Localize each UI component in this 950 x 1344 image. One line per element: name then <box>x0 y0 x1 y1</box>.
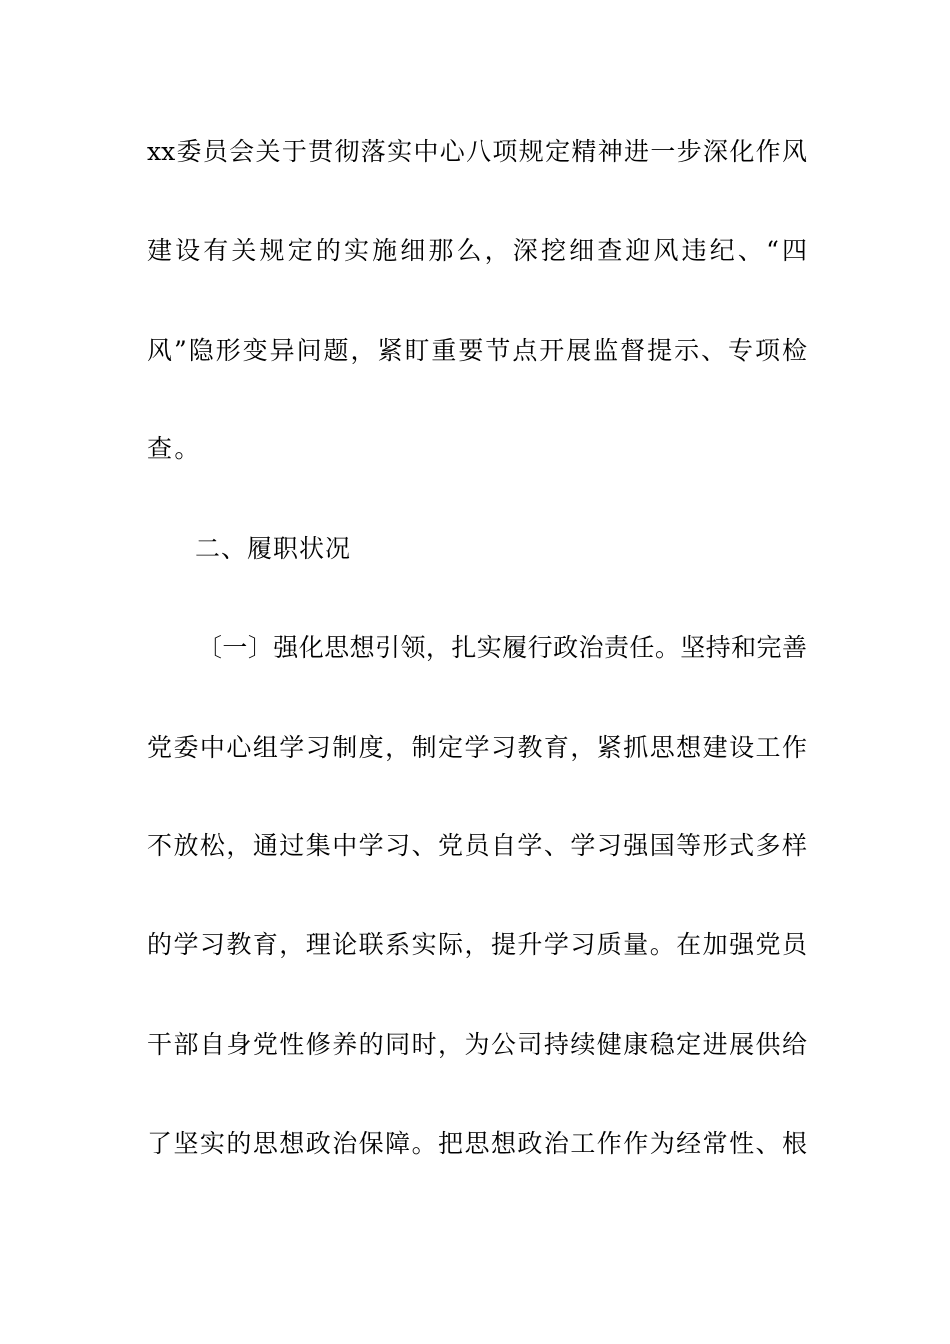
paragraph-line: 党委中心组学习制度，制定学习教育，紧抓思想建设工作 <box>147 733 807 762</box>
paragraph-line: xx委员会关于贯彻落实中心八项规定精神进一步深化作风 <box>147 137 807 166</box>
paragraph-line: 〔一〕强化思想引领，扎实履行政治责任。坚持和完善 <box>197 633 807 662</box>
paragraph-line: 的学习教育，理论联系实际，提升学习质量。在加强党员 <box>147 930 807 959</box>
section-heading: 二、履职状况 <box>195 534 352 563</box>
paragraph-line: 不放松，通过集中学习、党员自学、学习强国等形式多样 <box>147 831 807 860</box>
paragraph-line: 查。 <box>147 434 202 463</box>
paragraph-line: 干部自身党性修养的同时，为公司持续健康稳定进展供给 <box>147 1030 807 1059</box>
paragraph-line: 了坚实的思想政治保障。把思想政治工作作为经常性、根 <box>147 1129 807 1158</box>
paragraph-line: 建设有关规定的实施细那么，深挖细查迎风违纪、“四 <box>147 236 807 265</box>
paragraph-line: 风”隐形变异问题，紧盯重要节点开展监督提示、专项检 <box>147 336 807 365</box>
